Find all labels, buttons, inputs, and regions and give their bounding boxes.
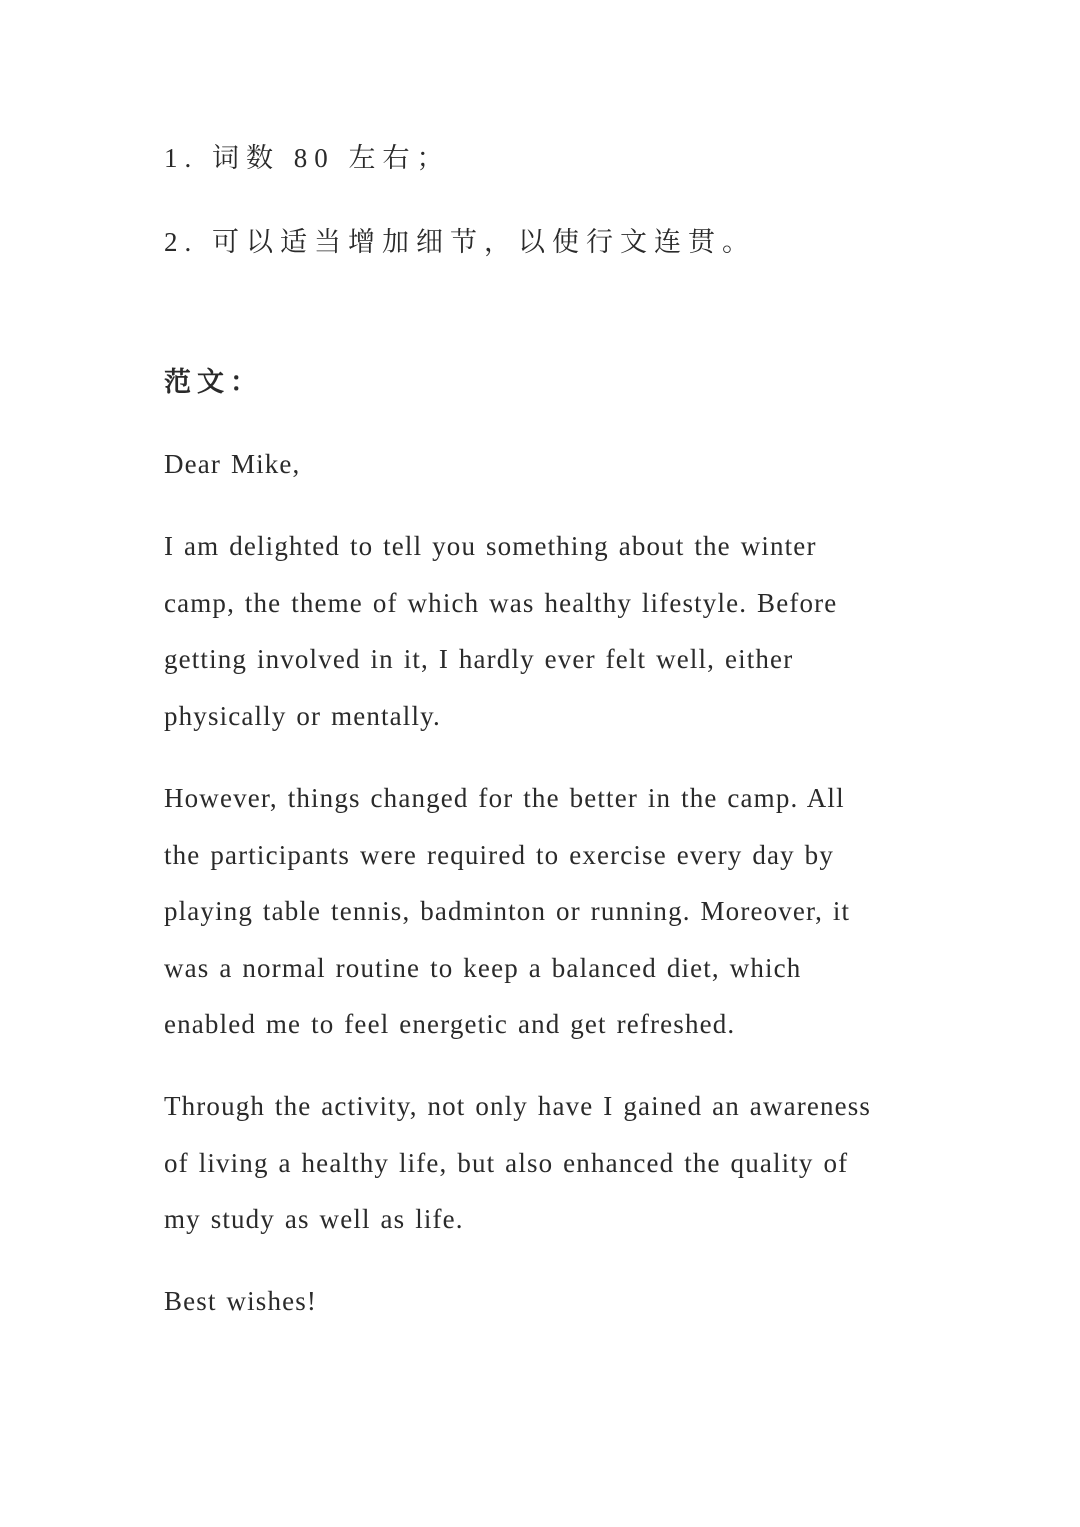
text-line: of living a healthy life, but also enhanced the quality of	[164, 1147, 849, 1178]
letter-paragraph	[164, 770, 924, 1053]
text-line: was a normal routine to keep a balanced diet, which	[164, 952, 802, 983]
text-line: camp, the theme of which was healthy lifestyle. Before	[164, 587, 838, 618]
text-line: getting involved in it, I hardly ever felt well, either	[164, 644, 794, 674]
text-line: enabled me to feel energetic and get refreshed.	[164, 1009, 736, 1039]
letter-closing: Best wishes!	[164, 1286, 318, 1316]
letter-greeting: Dear Mike,	[164, 449, 301, 479]
requirement-item: 1. 词数 80 左右；	[164, 143, 451, 173]
text-line: the participants were required to exercise every day by	[164, 839, 834, 870]
text-line: I am delighted to tell you something about the winter	[164, 531, 817, 561]
requirement-item: 2. 可以适当增加细节，以使行文连贯。	[164, 227, 756, 257]
letter-paragraph	[164, 1078, 924, 1248]
letter-paragraph	[164, 518, 924, 744]
text-line: physically or mentally.	[164, 700, 441, 731]
text-line: Through the activity, not only have I gained an awareness	[164, 1091, 872, 1121]
section-heading: 范文：	[164, 367, 263, 397]
text-line: playing table tennis, badminton or running. Moreover, it	[164, 896, 851, 926]
text-line: However, things changed for the better in the camp. All	[164, 783, 845, 813]
text-line: my study as well as life.	[164, 1204, 464, 1234]
